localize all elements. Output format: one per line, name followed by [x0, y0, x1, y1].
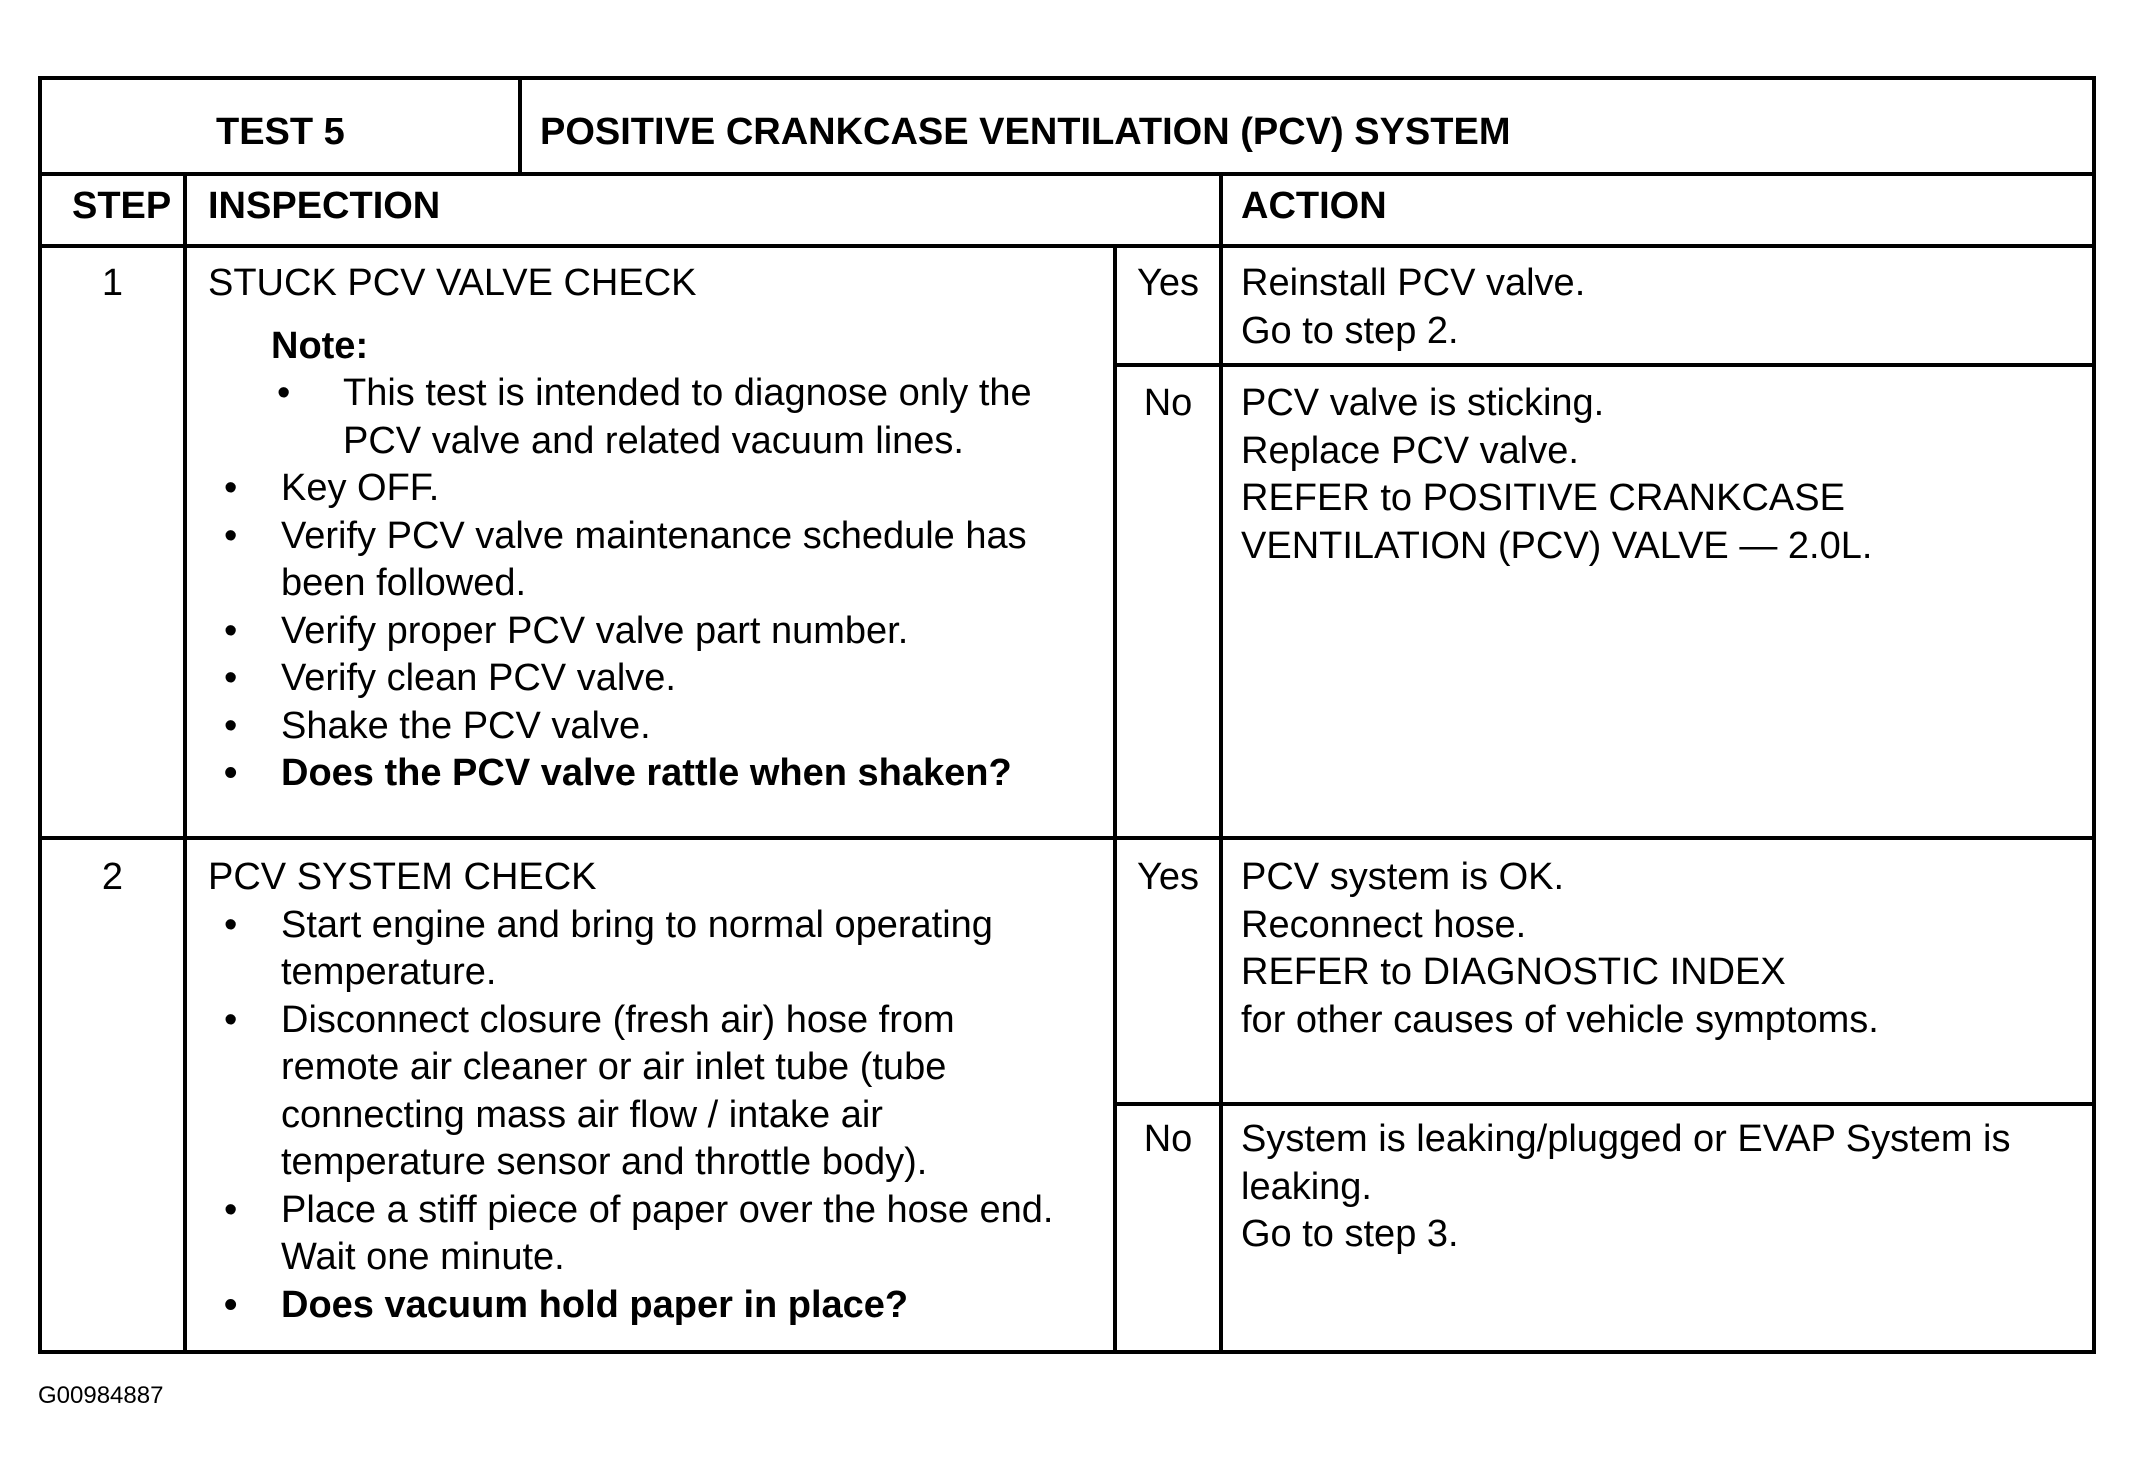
- note-block: [271, 323, 1108, 466]
- column-header-action: ACTION: [1241, 185, 1387, 227]
- inspection-item: • Verify PCV valve maintenance schedule has been followed.: [208, 513, 1108, 608]
- action-text: [1241, 854, 2081, 1044]
- action-line: PCV valve is sticking.: [1241, 382, 1605, 424]
- action-column-divider: [1219, 172, 1223, 1350]
- action-line: REFER to DIAGNOSTIC INDEX: [1241, 951, 1786, 993]
- inspection-item: • Verify proper PCV valve part number.: [208, 608, 1108, 656]
- step2-yes-no-divider: [1113, 1102, 2092, 1106]
- inspection-list: [208, 465, 1108, 798]
- action-line: for other causes of vehicle symptoms.: [1241, 998, 1879, 1041]
- step-divider: [42, 836, 2092, 840]
- inspection-item: • Place a stiff piece of paper over the hose end. Wait one minute.: [208, 1187, 1103, 1282]
- action-text: [1241, 260, 2081, 355]
- figure-id: G00984887: [38, 1382, 164, 1409]
- action-line: REFER to POSITIVE CRANKCASE VENTILATION (PCV) VALVE — 2.0L.: [1241, 477, 1873, 567]
- action-line: Go to step 3.: [1241, 1213, 1459, 1255]
- step-number: 1: [101, 262, 124, 304]
- action-text: [1241, 1116, 2061, 1259]
- header-divider: [42, 172, 2092, 176]
- inspection-item: • Key OFF.: [208, 465, 1108, 513]
- step-heading: PCV SYSTEM CHECK: [208, 856, 597, 898]
- inspection-question: • Does the PCV valve rattle when shaken?: [208, 750, 1108, 798]
- inspection-item: • Disconnect closure (fresh air) hose from remote air cleaner or air inlet tube (tube connecting mass air flow / intake air temperature sensor and throttle body).: [208, 997, 1103, 1187]
- step-heading: STUCK PCV VALVE CHECK: [208, 262, 697, 304]
- answer-no: No: [1143, 1118, 1193, 1160]
- inspection-item: • Start engine and bring to normal operating temperature.: [208, 902, 1103, 997]
- action-line: PCV system is OK.: [1241, 856, 1565, 898]
- step-inspection: [208, 260, 1108, 798]
- diagnostic-table: [38, 76, 2096, 1354]
- header-vertical-divider: [518, 80, 522, 172]
- inspection-list: [208, 902, 1103, 1330]
- column-header-step: STEP: [72, 185, 172, 227]
- step1-yes-no-divider: [1113, 363, 2092, 367]
- answer-yes: Yes: [1137, 856, 1199, 898]
- column-header-divider: [42, 244, 2092, 248]
- step-number: 2: [101, 856, 124, 898]
- inspection-item: • Verify clean PCV valve.: [208, 655, 1108, 703]
- action-text: [1241, 380, 1941, 570]
- answer-yes: Yes: [1137, 262, 1199, 304]
- answer-no: No: [1143, 382, 1193, 424]
- inspection-question: • Does vacuum hold paper in place?: [208, 1282, 1103, 1330]
- action-line: System is leaking/plugged or EVAP System is leaking.: [1241, 1118, 2011, 1208]
- test-title: POSITIVE CRANKCASE VENTILATION (PCV) SYSTEM: [540, 111, 1511, 153]
- note-item: • This test is intended to diagnose only the PCV valve and related vacuum lines.: [271, 370, 1108, 465]
- action-line: Reinstall PCV valve.: [1241, 262, 1586, 304]
- inspection-item: • Shake the PCV valve.: [208, 703, 1108, 751]
- note-list: [271, 370, 1108, 465]
- column-header-inspection: INSPECTION: [208, 185, 441, 227]
- step-inspection: [208, 854, 1103, 1329]
- note-label: Note:: [271, 324, 369, 367]
- action-line: Go to step 2.: [1241, 309, 1459, 352]
- action-line: Replace PCV valve.: [1241, 429, 1579, 472]
- test-label: TEST 5: [216, 111, 345, 153]
- step-column-divider: [183, 172, 187, 1350]
- action-line: Reconnect hose.: [1241, 903, 1527, 946]
